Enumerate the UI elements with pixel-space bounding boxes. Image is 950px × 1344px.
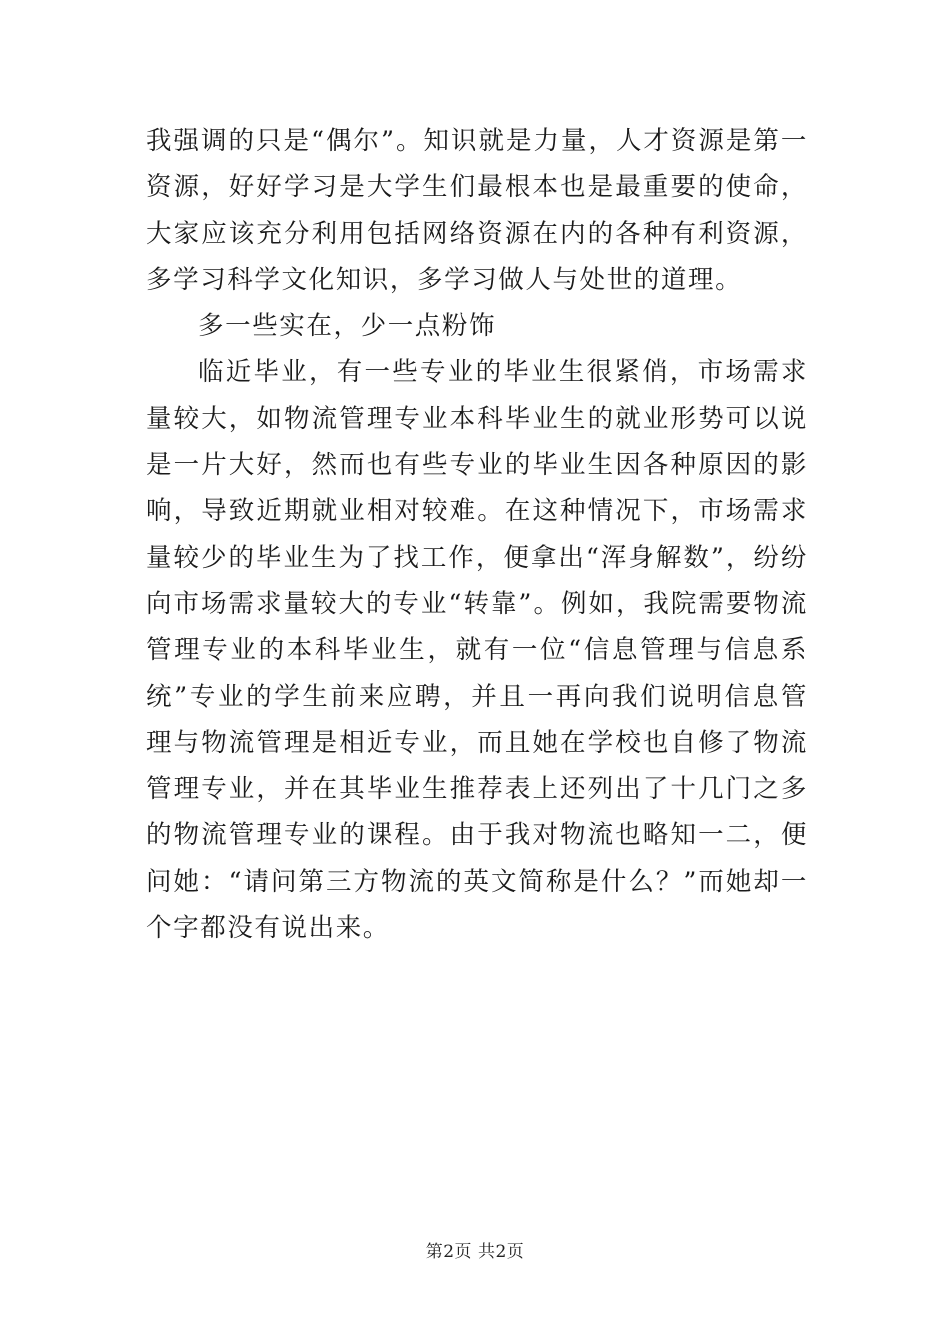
paragraph-continuation: 我强调的只是“偶尔”。知识就是力量，人才资源是第一资源，好好学习是大学生们最根本也是最重要的使命，大家应该充分利用包括网络资源在内的各种有利资源，多学习科学文化知识，多学习做人与处世的道理。 <box>146 126 808 295</box>
section-heading: 多一些实在，少一点粉饰 <box>198 311 497 342</box>
document-body <box>146 118 808 951</box>
page-number-footer: 第2页 共2页 <box>425 1242 525 1262</box>
paragraph-body: 临近毕业，有一些专业的毕业生很紧俏，市场需求量较大，如物流管理专业本科毕业生的就业形势可以说是一片大好，然而也有些专业的毕业生因各种原因的影响，导致近期就业相对较难。在这种情况下，市场需求量较少的毕业生为了找工作，便拿出“浑身解数”，纷纷向市场需求量较大的专业“转靠”。例如，我院需要物流管理专业的本科毕业生，就有一位“信息管理与信息系统”专业的学生前来应聘，并且一再向我们说明信息管理与物流管理是相近专业，而且她在学校也自修了物流管理专业，并在其毕业生推荐表上还列出了十几门之多的物流管理专业的课程。由于我对物流也略知一二，便问她：“请问第三方物流的英文简称是什么？”而她却一个字都没有说出来。 <box>146 357 808 944</box>
